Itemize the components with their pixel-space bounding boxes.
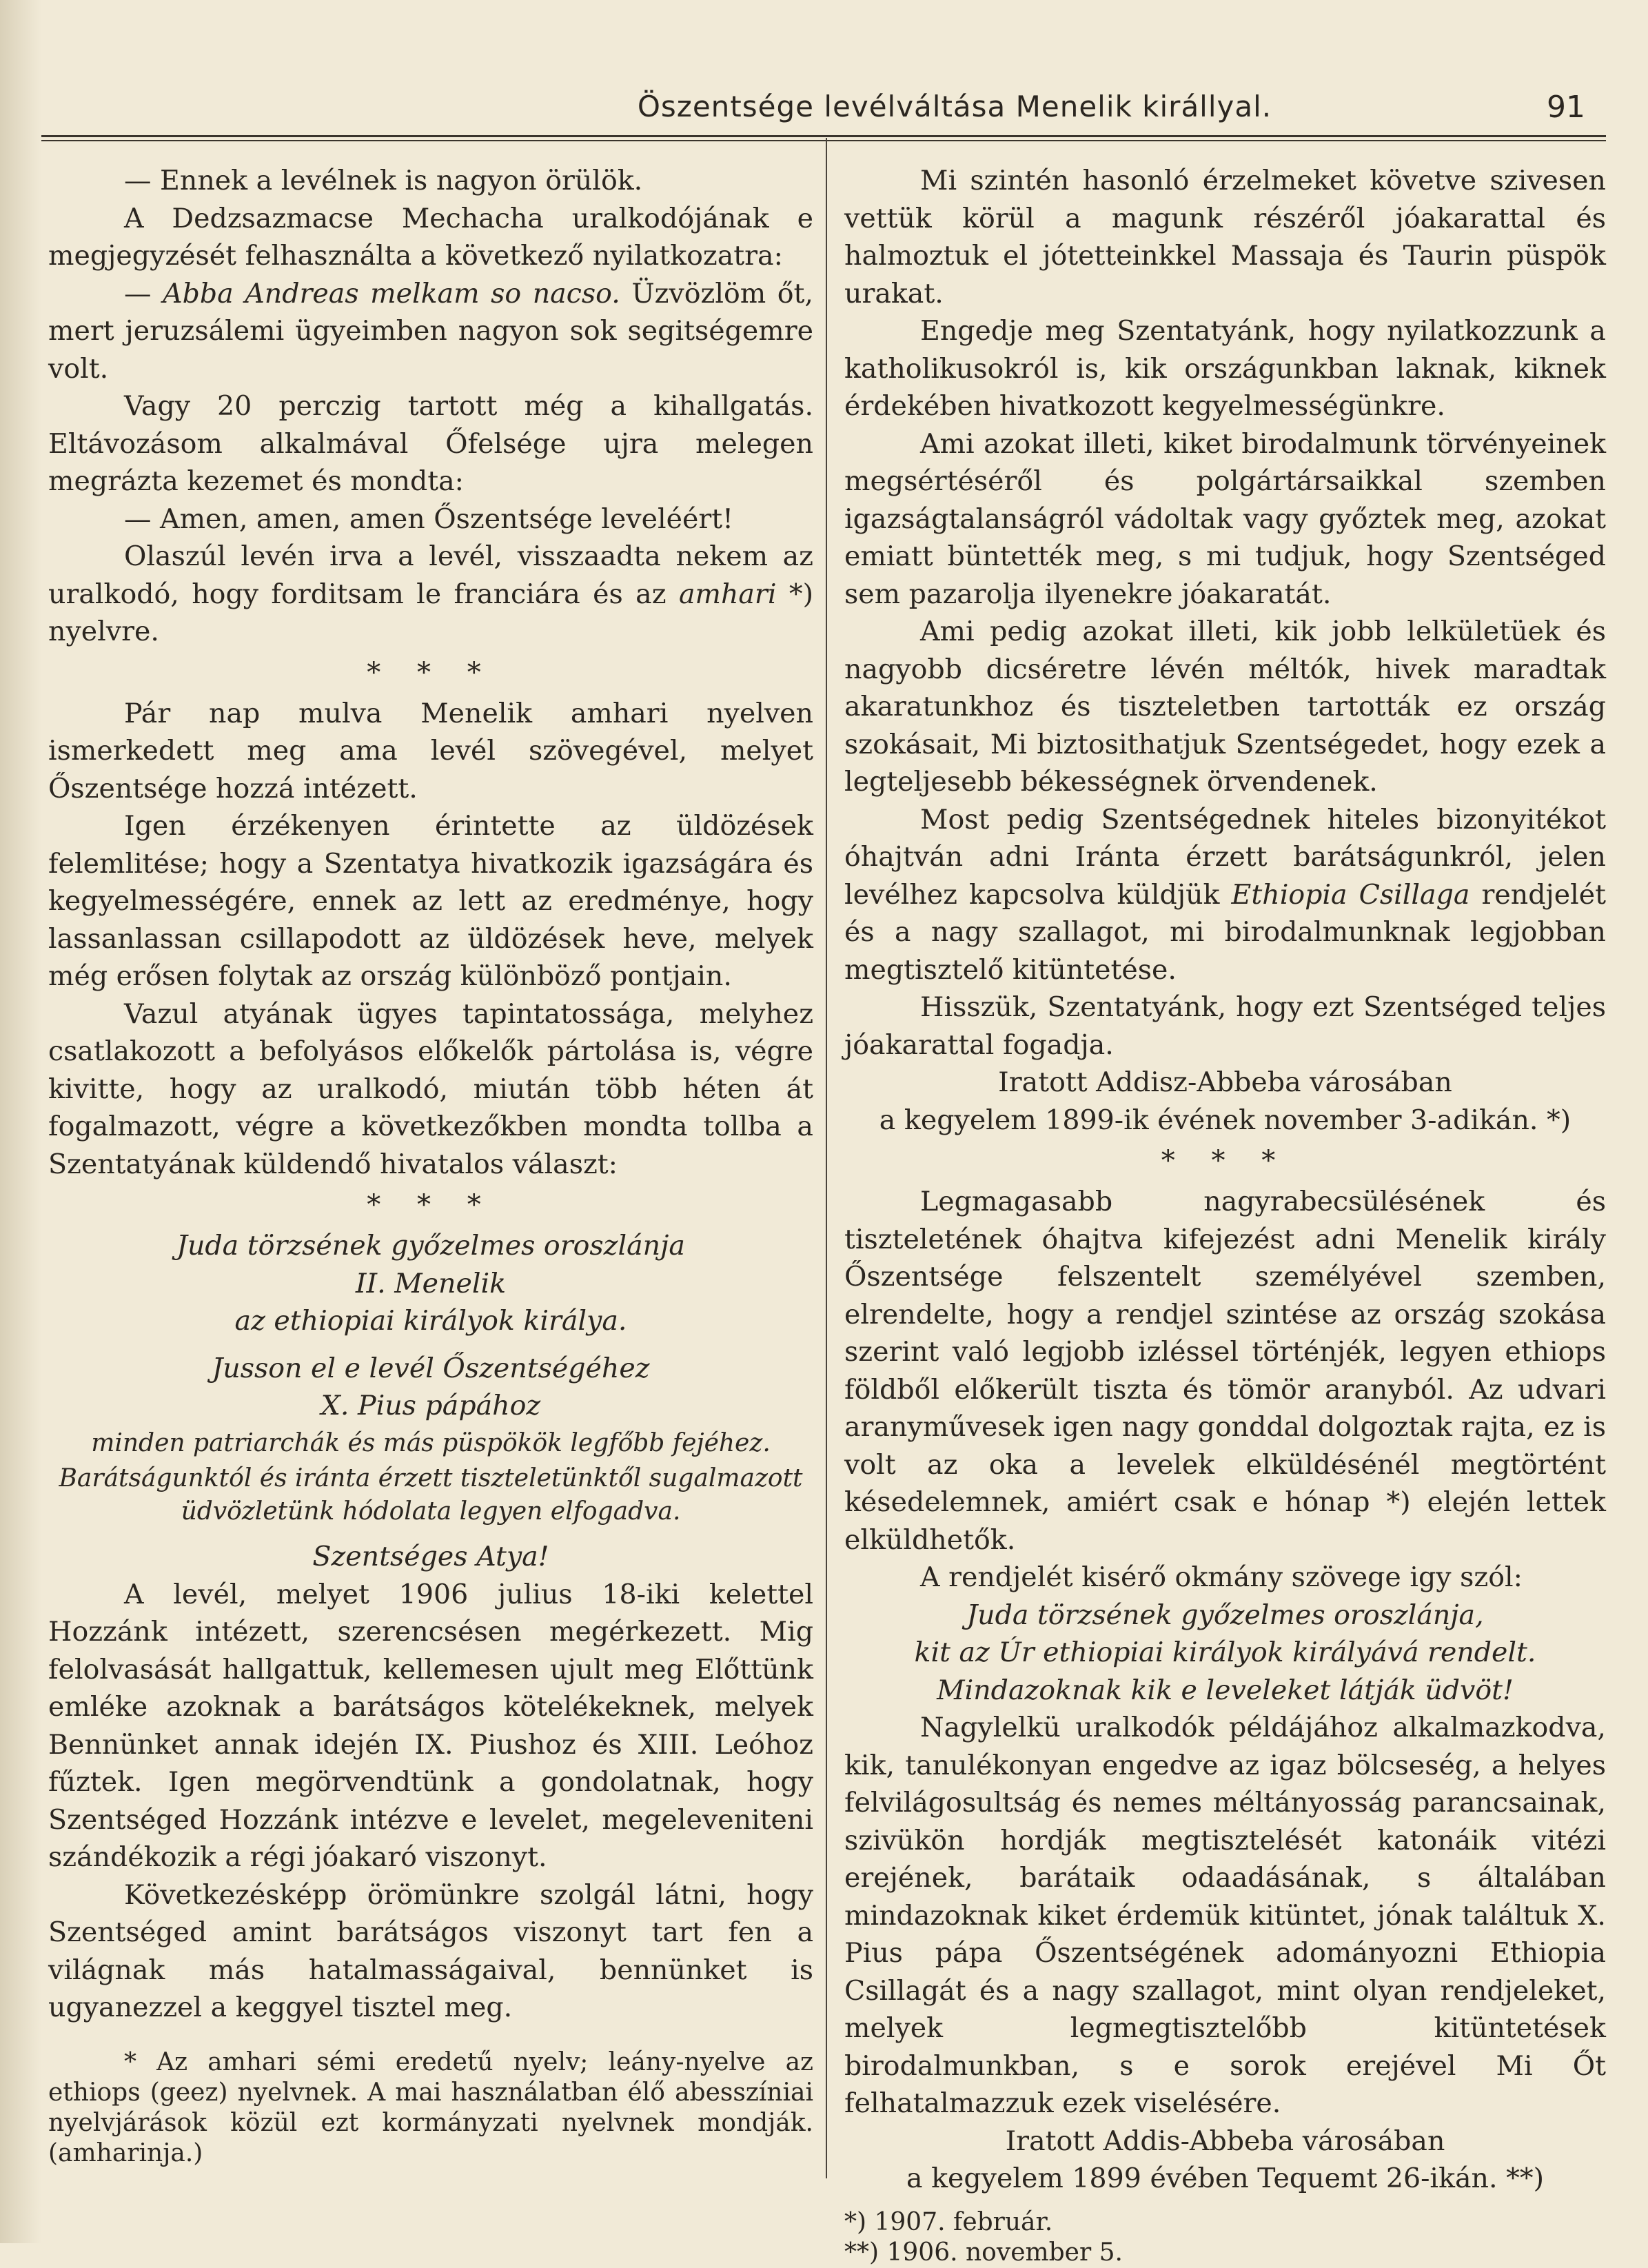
paragraph: Ami azokat illeti, kiket birodalmunk törvényeinek megsértéséről és polgártársaikkal szemben igazságtalanságról vádoltak vagy győztek meg, azokat emiatt büntették meg, s mi tudjuk, hogy Szentséged sem pazarolja ilyenekre jóakaratát. — [844, 427, 1606, 610]
dash: — — [124, 277, 152, 310]
letter-heading-line: az ethiopiai királyok királya. — [234, 1305, 627, 1337]
right-column — [844, 162, 1606, 2268]
text: *) nyelvre. — [48, 578, 814, 647]
paragraph: Igen érzékenyen érintette az üldözések felemlitése; hogy a Szentatya hivatkozik igazságára és kegyelmességére, ennek az lett az eredménye, hogy lassanlassan csillapodott az üldözések heve, melyek még erősen folytak az ország különböző pontjain. — [48, 810, 813, 992]
paragraph: Legmagasabb nagyrabecsülésének és tiszteletének óhajtva kifejezést adni Menelik király Őszentsége felszentelt személyével szemben, elrendelte, hogy a rendjel szintése az ország szokása szerint való legjobb izléssel történjék, legyen ethiops földből előkerült tiszta és tömör aranyból. Az udvari aranyművesek igen nagy gonddal dolgoztak rajta, ez is volt az oka a levelek elküldésénél megtörtént késedelemnek, amiért csak e hónap *) elején lettek elküldhetők. — [844, 1186, 1606, 1556]
left-column — [48, 162, 813, 2169]
paragraph: Hisszük, Szentatyánk, hogy ezt Szentséged teljes jóakarattal fogadja. — [844, 991, 1606, 1061]
dateline: a kegyelem 1899-ik évének november 3-adikán. *) — [879, 1104, 1571, 1136]
section-separator: * * * — [367, 656, 495, 689]
page-edge-shadow — [0, 0, 41, 2243]
dateline: a kegyelem 1899 évében Tequemt 26-ikán. **) — [906, 2163, 1545, 2194]
letter-address-line: Jusson el e levél Őszentségéhez — [212, 1352, 650, 1384]
header-rule — [41, 135, 1606, 141]
letter-address-line: Barátságunktól és iránta érzett tiszteletünktől sugalmazott üdvözletünk hódolata legyen elfogadva. — [59, 1464, 803, 1526]
paragraph: Ami pedig azokat illeti, kik jobb lelkületüek és nagyobb dicséretre lévén méltók, hivek maradtak akaratunkhoz és tiszteletben tartották ez ország szokásait, Mi biztosithatjuk Szentségedet, hogy ezek a legteljesebb békességnek örvendenek. — [844, 616, 1606, 798]
running-header — [41, 77, 1606, 132]
section-separator: * * * — [1161, 1145, 1290, 1177]
text: Olaszúl levén irva a levél, visszaadta nekem az uralkodó, hogy forditsam le franciára és az — [48, 540, 813, 610]
paragraph: Vazul atyának ügyes tapintatossága, melyhez csatlakozott a befolyásos előkelők pártolása is, végre kivitte, hogy az uralkodó, miután több héten át fogalmazott, végre a következőkben mondta tollba a Szentatyának küldendő hivatalos választ: — [48, 998, 813, 1180]
amharic-phrase: Abba Andreas melkam so nacso. — [163, 277, 620, 310]
letter-heading-line: Juda törzsének győzelmes oroszlánja — [176, 1230, 685, 1262]
paragraph: A Dedzsazmacse Mechacha uralkodójának e megjegyzését felhasználta a következő nyilatkozatra: — [48, 202, 813, 272]
decree-line: Mindazoknak kik e leveleket látják üdvöt! — [937, 1674, 1514, 1706]
letter-heading-line: II. Menelik — [355, 1267, 507, 1299]
decree-line: Juda törzsének győzelmes oroszlánja, — [966, 1599, 1484, 1631]
paragraph: Nagylelkü uralkodók példájához alkalmazkodva, kik, tanulékonyan engedve az igaz bölcseség, a helyes felvilágosultság és nemes méltányosság parancsainak, szivükön hordják megtisztelését katonáik vitézi erejének, barátaik odaadásának, s általában mindazoknak kiket érdemük kitüntet, jónak találtuk X. Pius pápa Őszentségének adományozni Ethiopia Csillagát és a nagy szallagot, mint olyan rendjeleket, melyek legmegtisztelőbb kitüntetések birodalmunkban, s e sorok erejével Mi Őt felhatalmazzuk ezek viselésére. — [844, 1712, 1606, 2119]
salutation: Szentséges Atya! — [312, 1541, 549, 1572]
paragraph — [844, 801, 1606, 989]
dateline: Iratott Addis-Abbeba városában — [1005, 2125, 1445, 2157]
text: Üzvözlöm őt, mert jeruzsálemi ügyeimben nagyon sok segitségemre volt. — [48, 277, 813, 385]
page-number: 91 — [1547, 90, 1585, 125]
text: Most pedig Szentségednek hiteles bizonyitékot óhajtván adni Iránta érzett barátságunkról, jelen levélhez kapcsolva küldjük — [844, 803, 1606, 911]
paragraph: — Amen, amen, amen Őszentsége leveléért! — [124, 503, 734, 535]
decree-line: kit az Úr ethiopiai királyok királyává rendelt. — [914, 1637, 1536, 1668]
paragraph: Következésképp örömünkre szolgál látni, hogy Szentséged amint barátságos viszonyt tart fen a világnak más hatalmasságaival, bennünket is ugyanezzel a keggyel tisztel meg. — [48, 1879, 813, 2023]
running-title: Öszentsége levélváltása Menelik királlyal. — [637, 90, 1272, 123]
letter-address-line: X. Pius pápához — [321, 1390, 541, 1421]
footnote: **) 1906. november 5. — [844, 2238, 1123, 2267]
paragraph: A rendjelét kisérő okmány szövege igy szól: — [920, 1561, 1523, 1593]
dateline: Iratott Addisz-Abbeba városában — [998, 1066, 1452, 1098]
letter-address-line: minden patriarchák és más püspökök legfőbb fejéhez. — [91, 1428, 771, 1457]
paragraph: Pár nap mulva Menelik amhari nyelven ismerkedett meg ama levél szövegével, melyet Őszentsége hozzá intézett. — [48, 697, 813, 804]
footnote: * Az amhari sémi eredetű nyelv; leány-nyelve az ethiops (geez) nyelvnek. A mai használatban élő abesszíniai nyelvjárások közül ezt kormányzati nyelvnek mondják. (amharinja.) — [48, 2047, 813, 2167]
paragraph: — Ennek a levélnek is nagyon örülök. — [124, 165, 643, 196]
paragraph: Engedje meg Szentatyánk, hogy nyilatkozzunk a katholikusokról is, kik országunkban laknak, kiknek érdekében hivatkozott kegyelmességünkre. — [844, 315, 1606, 422]
section-separator: * * * — [367, 1189, 495, 1221]
paragraph — [48, 538, 813, 651]
paragraph: Mi szintén hasonló érzelmeket követve szivesen vettük körül a magunk részéről jóakarattal és halmoztuk el jótetteinkkel Massaja és Taurin püspök urakat. — [844, 165, 1606, 310]
column-divider — [826, 138, 827, 2178]
footnote: *) 1907. február. — [844, 2207, 1053, 2236]
paragraph: Vagy 20 perczig tartott még a kihallgatás. Eltávozásom alkalmával Őfelsége ujra melegen megrázta kezemet és mondta: — [48, 390, 813, 497]
language-name: amhari — [678, 578, 777, 610]
paragraph: A levél, melyet 1906 julius 18-iki kelettel Hozzánk intézett, szerencsésen megérkezett. Mig felolvasását hallgattuk, kellemesen ujult meg Előttünk emléke azoknak a barátságos kötelékeknek, melyek Bennünket annak idején IX. Piushoz és XIII. Leóhoz fűztek. Igen megörvendtünk a gondolatnak, hogy Szentséged Hozzánk intézve e levelet, megeleveniteni szándékozik a régi jóakaró viszonyt. — [48, 1578, 813, 1873]
text: rendjelét és a nagy szallagot, mi birodalmunknak legjobban megtisztelő kitüntetése. — [844, 878, 1607, 986]
order-name: Ethiopia Csillaga — [1231, 878, 1470, 911]
paragraph — [48, 275, 813, 388]
